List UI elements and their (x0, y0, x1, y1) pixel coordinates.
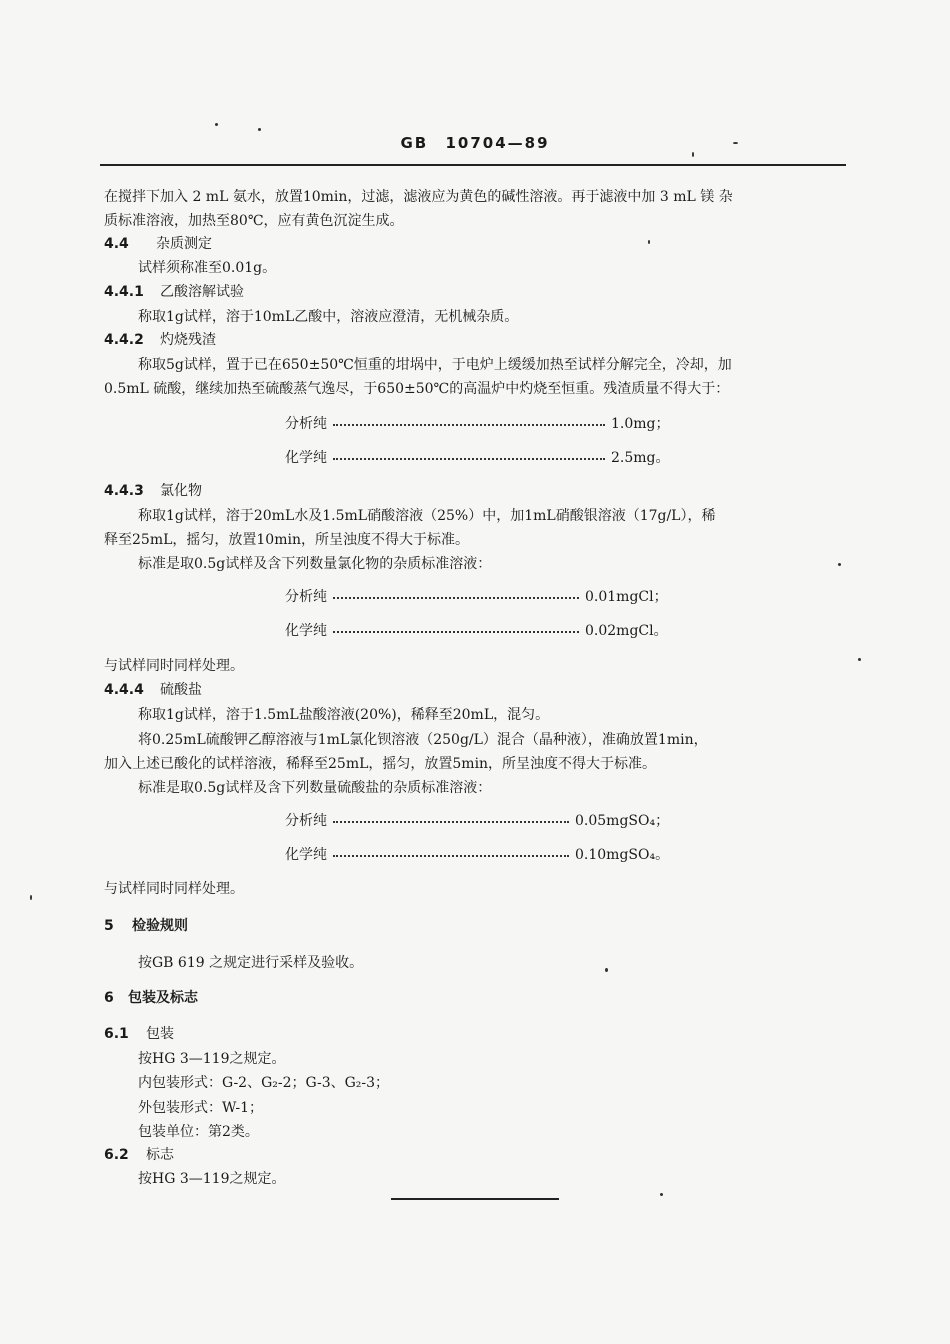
leader-dots (333, 821, 569, 823)
limit-row (285, 811, 695, 831)
para-line: 在搅拌下加入 2 mL 氨水，放置10min，过滤，滤液应为黄色的碱性溶液。再于滤液中加 3 mL 镁 杂 (104, 189, 733, 205)
leader-dots (333, 855, 569, 857)
section-number: 6.2 (104, 1147, 129, 1163)
section-title: 包装及标志 (128, 990, 198, 1006)
para-line: 称取1g试样，溶于10mL乙酸中，溶液应澄清，无机械杂质。 (138, 309, 519, 325)
limit-value: 0.10mgSO₄。 (575, 847, 670, 863)
section-number: 4.4.4 (104, 682, 144, 698)
grade-label: 分析纯 (285, 589, 327, 605)
para-line: 试样须称准至0.01g。 (138, 260, 277, 276)
grade-label: 化学纯 (285, 450, 327, 466)
section-title: 检验规则 (132, 918, 188, 934)
section-heading-4-4-4 (104, 680, 202, 700)
para-line: 与试样同时同样处理。 (104, 881, 244, 897)
para-line: 称取1g试样，溶于20mL水及1.5mL硝酸溶液（25%）中，加1mL硝酸银溶液（17g/L），稀 (138, 508, 716, 524)
scan-speck (215, 123, 218, 126)
section-title: 标志 (146, 1147, 174, 1163)
section-title: 灼烧残渣 (160, 332, 216, 348)
para-line: 标准是取0.5g试样及含下列数量氯化物的杂质标准溶液： (138, 556, 492, 572)
section-heading-5 (104, 916, 188, 936)
section-heading-6-2 (104, 1145, 174, 1165)
para-line: 外包装形式：W-1； (138, 1100, 264, 1116)
para-line: 释至25mL，摇匀，放置10min，所呈浊度不得大于标准。 (104, 532, 469, 548)
limit-row (285, 414, 705, 434)
grade-label: 化学纯 (285, 623, 327, 639)
limit-value: 2.5mg。 (611, 450, 670, 466)
para-line: 称取1g试样，溶于1.5mL盐酸溶液(20%)，稀释至20mL，混匀。 (138, 707, 550, 723)
scan-speck (692, 152, 694, 157)
section-number: 4.4.1 (104, 284, 144, 300)
grade-label: 分析纯 (285, 813, 327, 829)
limit-row (285, 621, 685, 641)
scan-speck (733, 142, 738, 144)
leader-dots (333, 424, 605, 426)
section-number: 5 (104, 918, 114, 934)
scan-speck (660, 1193, 663, 1196)
leader-dots (333, 631, 579, 633)
scan-speck (838, 563, 841, 566)
section-title: 氯化物 (160, 483, 202, 499)
limit-value: 1.0mg； (611, 416, 670, 432)
section-heading-4-4-3 (104, 481, 202, 501)
section-title: 乙酸溶解试验 (160, 284, 244, 300)
limit-row (285, 448, 705, 468)
para-line: 包装单位：第2类。 (138, 1124, 259, 1140)
section-heading-6 (104, 988, 198, 1008)
standard-code: GB (400, 134, 429, 152)
para-line: 0.5mL 硫酸，继续加热至硫酸蒸气逸尽，于650±50℃的高温炉中灼烧至恒重。残渣质量不得大于： (104, 381, 730, 397)
section-heading-6-1 (104, 1024, 174, 1044)
grade-label: 化学纯 (285, 847, 327, 863)
section-number: 6.1 (104, 1026, 129, 1042)
para-line: 按HG 3—119之规定。 (138, 1171, 286, 1187)
section-title: 杂质测定 (156, 236, 212, 252)
end-rule (391, 1198, 559, 1200)
scan-speck (30, 895, 32, 900)
para-line: 称取5g试样，置于已在650±50℃恒重的坩埚中，于电炉上缓缓加热至试样分解完全，冷却，加 (138, 357, 732, 373)
para-line: 质标准溶液，加热至80℃，应有黄色沉淀生成。 (104, 213, 404, 229)
section-heading-4-4-1 (104, 282, 244, 302)
section-number: 6 (104, 990, 114, 1006)
section-number: 4.4.3 (104, 483, 144, 499)
para-line: 内包装形式：G-2、G₂-2；G-3、G₂-3； (138, 1075, 390, 1091)
section-heading-4-4-2 (104, 330, 216, 350)
para-line: 与试样同时同样处理。 (104, 658, 244, 674)
limit-value: 0.02mgCl。 (585, 623, 668, 639)
para-line: 标准是取0.5g试样及含下列数量硫酸盐的杂质标准溶液： (138, 780, 492, 796)
grade-label: 分析纯 (285, 416, 327, 432)
para-line: 将0.25mL硫酸钾乙醇溶液与1mL氯化钡溶液（250g/L）混合（晶种液），准确放置1min， (138, 732, 708, 748)
limit-value: 0.01mgCl； (585, 589, 668, 605)
leader-dots (333, 597, 579, 599)
scan-speck (258, 128, 261, 131)
standard-number: 10704—89 (445, 134, 550, 152)
para-line: 按GB 619 之规定进行采样及验收。 (138, 955, 364, 971)
page-header (0, 134, 950, 152)
section-title: 包装 (146, 1026, 174, 1042)
header-rule (100, 164, 846, 166)
scan-speck (605, 968, 608, 972)
leader-dots (333, 458, 605, 460)
limit-value: 0.05mgSO₄； (575, 813, 670, 829)
scan-speck (858, 658, 861, 661)
section-heading-4-4 (104, 234, 212, 254)
section-number: 4.4 (104, 236, 129, 252)
limit-row (285, 845, 695, 865)
scan-speck (648, 240, 650, 244)
para-line: 按HG 3—119之规定。 (138, 1051, 286, 1067)
section-title: 硫酸盐 (160, 682, 202, 698)
para-line: 加入上述已酸化的试样溶液，稀释至25mL，摇匀，放置5min，所呈浊度不得大于标准。 (104, 756, 657, 772)
limit-row (285, 587, 685, 607)
section-number: 4.4.2 (104, 332, 144, 348)
